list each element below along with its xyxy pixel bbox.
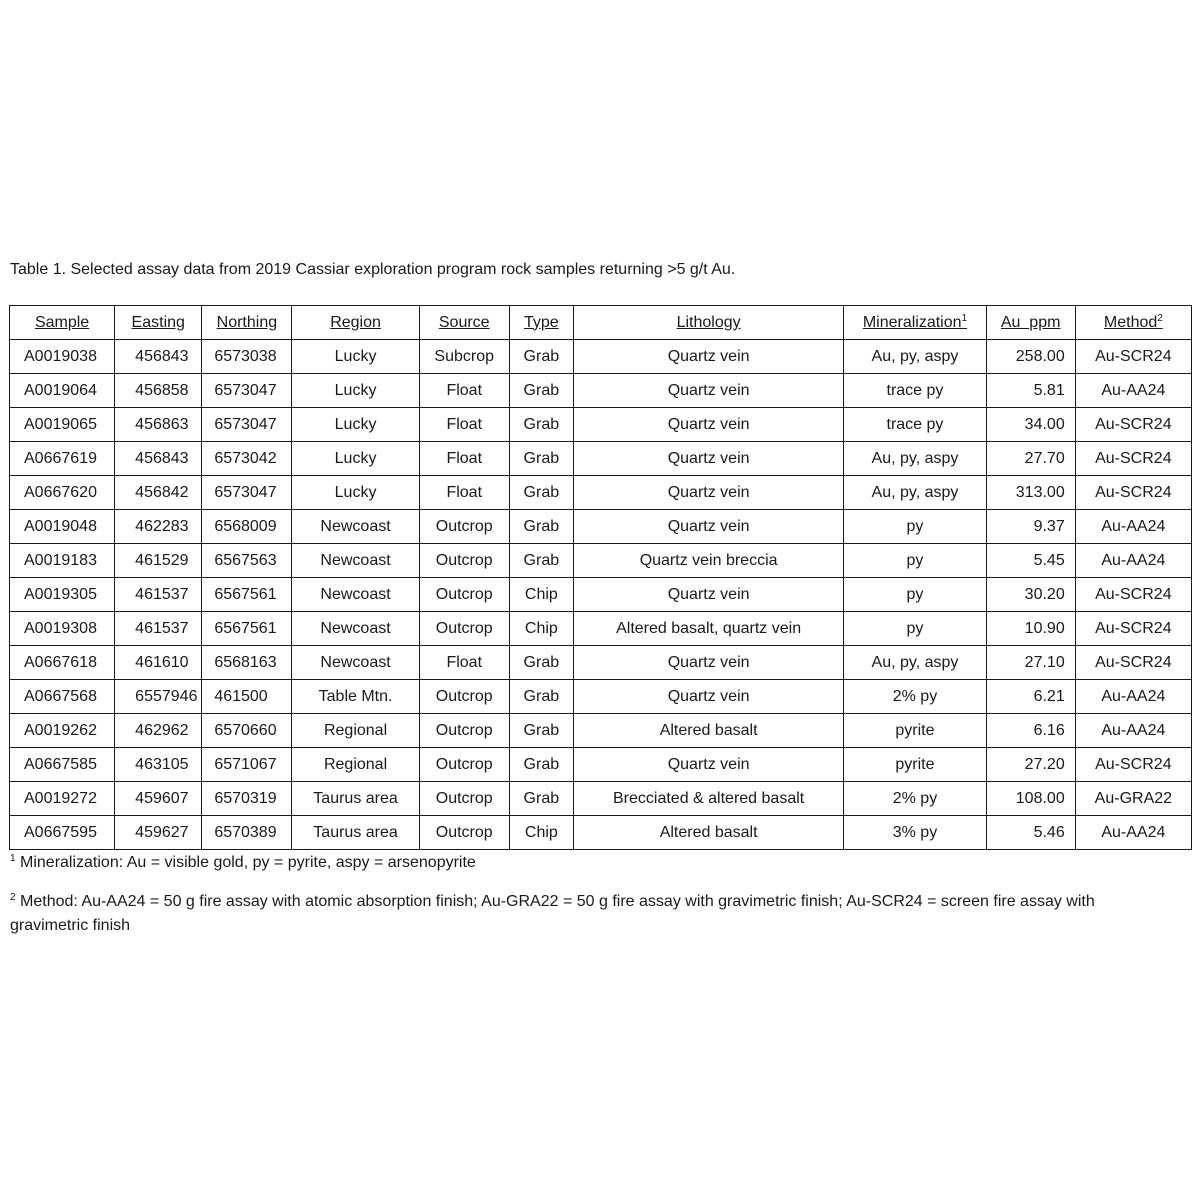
table-row — [10, 476, 1192, 510]
cell-easting: 462962 — [115, 714, 202, 748]
table-row — [10, 612, 1192, 646]
cell-northing: 6567561 — [202, 612, 292, 646]
cell-au-ppm: 30.20 — [986, 578, 1075, 612]
cell-method: Au-SCR24 — [1075, 748, 1191, 782]
cell-source: Float — [419, 408, 509, 442]
cell-easting: 456858 — [115, 374, 202, 408]
table-row — [10, 816, 1192, 850]
table-row — [10, 442, 1192, 476]
cell-lithology: Quartz vein — [573, 442, 843, 476]
cell-northing: 6573047 — [202, 408, 292, 442]
header-mineralization-label: Mineralization — [862, 313, 962, 331]
cell-mineralization: Au, py, aspy — [844, 646, 986, 680]
header-mineralization — [844, 306, 986, 340]
cell-region: Newcoast — [292, 544, 419, 578]
footnote-1-text: Mineralization: Au = visible gold, py = pyrite, aspy = arsenopyrite — [20, 854, 476, 871]
cell-source: Float — [419, 476, 509, 510]
table-row — [10, 510, 1192, 544]
header-lithology: Lithology — [573, 306, 843, 340]
header-source: Source — [419, 306, 509, 340]
cell-type: Grab — [509, 442, 573, 476]
cell-type: Chip — [509, 612, 573, 646]
cell-au-ppm: 5.81 — [986, 374, 1075, 408]
cell-au-ppm: 27.70 — [986, 442, 1075, 476]
cell-northing: 6571067 — [202, 748, 292, 782]
cell-source: Outcrop — [419, 578, 509, 612]
footnote-ref-2: 2 — [1157, 312, 1163, 324]
header-region: Region — [292, 306, 419, 340]
cell-source: Subcrop — [419, 340, 509, 374]
cell-sample: A0019183 — [10, 544, 115, 578]
header-row — [10, 306, 1192, 340]
cell-region: Lucky — [292, 442, 419, 476]
cell-source: Outcrop — [419, 816, 509, 850]
cell-northing: 6573042 — [202, 442, 292, 476]
header-type: Type — [509, 306, 573, 340]
cell-type: Grab — [509, 646, 573, 680]
cell-lithology: Quartz vein — [573, 748, 843, 782]
footnote-2-text: Method: Au-AA24 = 50 g fire assay with atomic absorption finish; Au-GRA22 = 50 g fire assay with gravimetric finish; Au-SCR24 = screen fire assay with gravimetric finish — [10, 893, 1095, 934]
cell-method: Au-SCR24 — [1075, 578, 1191, 612]
cell-type: Chip — [509, 578, 573, 612]
cell-mineralization: trace py — [844, 408, 986, 442]
cell-au-ppm: 34.00 — [986, 408, 1075, 442]
cell-sample: A0667595 — [10, 816, 115, 850]
cell-method: Au-AA24 — [1075, 510, 1191, 544]
cell-type: Grab — [509, 680, 573, 714]
cell-lithology: Quartz vein — [573, 680, 843, 714]
table-row — [10, 408, 1192, 442]
header-northing: Northing — [202, 306, 292, 340]
cell-mineralization: trace py — [844, 374, 986, 408]
cell-method: Au-SCR24 — [1075, 612, 1191, 646]
cell-easting: 459627 — [115, 816, 202, 850]
cell-type: Grab — [509, 544, 573, 578]
cell-type: Grab — [509, 476, 573, 510]
table-row — [10, 782, 1192, 816]
cell-method: Au-SCR24 — [1075, 408, 1191, 442]
cell-lithology: Quartz vein — [573, 340, 843, 374]
cell-lithology: Quartz vein — [573, 374, 843, 408]
cell-region: Regional — [292, 714, 419, 748]
cell-region: Taurus area — [292, 816, 419, 850]
cell-easting: 456843 — [115, 442, 202, 476]
cell-mineralization: 3% py — [844, 816, 986, 850]
cell-region: Table Mtn. — [292, 680, 419, 714]
header-method — [1075, 306, 1191, 340]
cell-sample: A0667620 — [10, 476, 115, 510]
footnote-2 — [10, 890, 1160, 938]
cell-source: Outcrop — [419, 782, 509, 816]
cell-northing: 6568009 — [202, 510, 292, 544]
cell-au-ppm: 5.45 — [986, 544, 1075, 578]
table-body — [10, 340, 1192, 850]
cell-source: Outcrop — [419, 748, 509, 782]
cell-method: Au-AA24 — [1075, 714, 1191, 748]
table-row — [10, 578, 1192, 612]
cell-type: Chip — [509, 816, 573, 850]
cell-source: Outcrop — [419, 714, 509, 748]
cell-mineralization: py — [844, 612, 986, 646]
cell-sample: A0667568 — [10, 680, 115, 714]
cell-region: Lucky — [292, 340, 419, 374]
cell-sample: A0019065 — [10, 408, 115, 442]
cell-au-ppm: 6.16 — [986, 714, 1075, 748]
cell-sample: A0019305 — [10, 578, 115, 612]
cell-type: Grab — [509, 748, 573, 782]
cell-lithology: Quartz vein — [573, 578, 843, 612]
cell-lithology: Quartz vein — [573, 476, 843, 510]
cell-au-ppm: 27.20 — [986, 748, 1075, 782]
cell-northing: 6570660 — [202, 714, 292, 748]
cell-lithology: Quartz vein — [573, 646, 843, 680]
cell-mineralization: py — [844, 510, 986, 544]
cell-lithology: Altered basalt, quartz vein — [573, 612, 843, 646]
cell-lithology: Altered basalt — [573, 714, 843, 748]
cell-lithology: Quartz vein — [573, 408, 843, 442]
table-caption: Table 1. Selected assay data from 2019 Cassiar exploration program rock samples returning >5 g/t Au. — [10, 261, 736, 278]
cell-northing: 6573038 — [202, 340, 292, 374]
header-easting: Easting — [115, 306, 202, 340]
footnote-1 — [10, 851, 476, 875]
cell-easting: 461537 — [115, 612, 202, 646]
cell-region: Lucky — [292, 476, 419, 510]
cell-mineralization: pyrite — [844, 714, 986, 748]
cell-sample: A0019048 — [10, 510, 115, 544]
cell-northing: 6567563 — [202, 544, 292, 578]
table-row — [10, 680, 1192, 714]
cell-easting: 6557946 — [115, 680, 202, 714]
cell-method: Au-GRA22 — [1075, 782, 1191, 816]
cell-source: Outcrop — [419, 680, 509, 714]
table-row — [10, 646, 1192, 680]
cell-region: Newcoast — [292, 510, 419, 544]
cell-au-ppm: 9.37 — [986, 510, 1075, 544]
cell-type: Grab — [509, 782, 573, 816]
cell-method: Au-SCR24 — [1075, 476, 1191, 510]
cell-sample: A0667585 — [10, 748, 115, 782]
footnote-ref-1: 1 — [961, 312, 968, 324]
cell-mineralization: Au, py, aspy — [844, 340, 986, 374]
cell-easting: 456842 — [115, 476, 202, 510]
cell-sample: A0019064 — [10, 374, 115, 408]
header-sample: Sample — [10, 306, 115, 340]
cell-easting: 461610 — [115, 646, 202, 680]
header-method-label: Method — [1103, 313, 1158, 331]
cell-northing: 6568163 — [202, 646, 292, 680]
cell-source: Float — [419, 442, 509, 476]
cell-method: Au-SCR24 — [1075, 340, 1191, 374]
cell-sample: A0019308 — [10, 612, 115, 646]
footnote-1-mark: 1 — [10, 853, 16, 864]
cell-mineralization: pyrite — [844, 748, 986, 782]
cell-region: Newcoast — [292, 612, 419, 646]
cell-region: Newcoast — [292, 646, 419, 680]
cell-easting: 462283 — [115, 510, 202, 544]
cell-sample: A0019272 — [10, 782, 115, 816]
cell-northing: 6573047 — [202, 374, 292, 408]
cell-northing: 6570389 — [202, 816, 292, 850]
cell-source: Outcrop — [419, 612, 509, 646]
cell-region: Regional — [292, 748, 419, 782]
cell-easting: 456863 — [115, 408, 202, 442]
cell-method: Au-SCR24 — [1075, 442, 1191, 476]
cell-easting: 456843 — [115, 340, 202, 374]
assay-table — [9, 305, 1192, 850]
cell-mineralization: Au, py, aspy — [844, 476, 986, 510]
cell-northing: 6573047 — [202, 476, 292, 510]
cell-mineralization: py — [844, 544, 986, 578]
cell-type: Grab — [509, 374, 573, 408]
cell-lithology: Quartz vein breccia — [573, 544, 843, 578]
header-au-ppm: Au ppm — [986, 306, 1075, 340]
cell-au-ppm: 258.00 — [986, 340, 1075, 374]
cell-lithology: Brecciated & altered basalt — [573, 782, 843, 816]
cell-source: Outcrop — [419, 544, 509, 578]
cell-type: Grab — [509, 510, 573, 544]
cell-source: Float — [419, 646, 509, 680]
cell-source: Outcrop — [419, 510, 509, 544]
cell-northing: 6567561 — [202, 578, 292, 612]
cell-region: Taurus area — [292, 782, 419, 816]
table-row — [10, 714, 1192, 748]
cell-region: Lucky — [292, 408, 419, 442]
cell-au-ppm: 5.46 — [986, 816, 1075, 850]
table-row — [10, 544, 1192, 578]
cell-au-ppm: 313.00 — [986, 476, 1075, 510]
cell-au-ppm: 27.10 — [986, 646, 1075, 680]
cell-easting: 461529 — [115, 544, 202, 578]
cell-method: Au-AA24 — [1075, 374, 1191, 408]
cell-sample: A0667618 — [10, 646, 115, 680]
cell-source: Float — [419, 374, 509, 408]
cell-method: Au-AA24 — [1075, 544, 1191, 578]
cell-type: Grab — [509, 408, 573, 442]
cell-northing: 6570319 — [202, 782, 292, 816]
cell-lithology: Altered basalt — [573, 816, 843, 850]
table-row — [10, 374, 1192, 408]
cell-northing: 461500 — [202, 680, 292, 714]
cell-mineralization: 2% py — [844, 680, 986, 714]
cell-method: Au-AA24 — [1075, 680, 1191, 714]
table-row — [10, 748, 1192, 782]
cell-sample: A0019262 — [10, 714, 115, 748]
table-row — [10, 340, 1192, 374]
cell-au-ppm: 6.21 — [986, 680, 1075, 714]
cell-easting: 461537 — [115, 578, 202, 612]
cell-au-ppm: 10.90 — [986, 612, 1075, 646]
cell-region: Lucky — [292, 374, 419, 408]
cell-easting: 463105 — [115, 748, 202, 782]
cell-sample: A0667619 — [10, 442, 115, 476]
cell-method: Au-AA24 — [1075, 816, 1191, 850]
cell-mineralization: Au, py, aspy — [844, 442, 986, 476]
footnote-2-mark: 2 — [10, 892, 16, 903]
cell-method: Au-SCR24 — [1075, 646, 1191, 680]
cell-mineralization: 2% py — [844, 782, 986, 816]
cell-lithology: Quartz vein — [573, 510, 843, 544]
cell-region: Newcoast — [292, 578, 419, 612]
cell-au-ppm: 108.00 — [986, 782, 1075, 816]
cell-easting: 459607 — [115, 782, 202, 816]
cell-mineralization: py — [844, 578, 986, 612]
cell-type: Grab — [509, 340, 573, 374]
cell-type: Grab — [509, 714, 573, 748]
cell-sample: A0019038 — [10, 340, 115, 374]
